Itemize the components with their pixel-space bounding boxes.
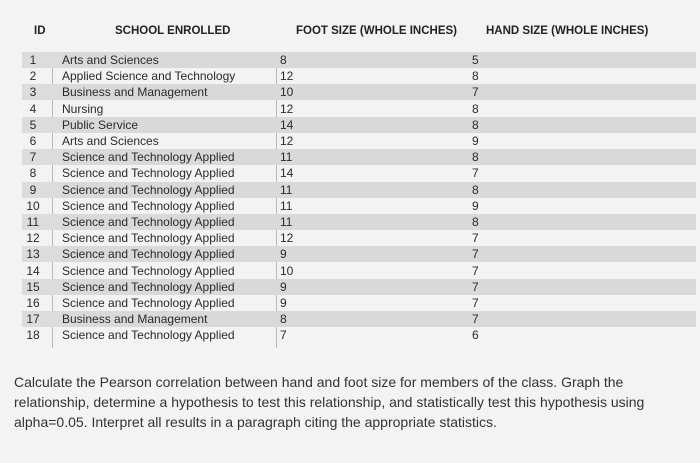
cell-hand-size: 8 (472, 101, 479, 116)
table-row (22, 52, 696, 68)
cell-school: Business and Management (62, 312, 208, 327)
cell-id: 15 (26, 279, 40, 294)
cell-hand-size: 5 (472, 53, 479, 67)
table-row (22, 84, 696, 100)
table-row (22, 279, 696, 295)
cell-foot-size: 9 (280, 279, 287, 294)
cell-id: 10 (26, 198, 40, 213)
table-row (22, 263, 696, 279)
cell-id: 1 (29, 53, 37, 67)
table-row (22, 214, 696, 230)
cell-hand-size: 9 (472, 198, 479, 213)
cell-id: 12 (26, 231, 40, 246)
cell-hand-size: 8 (472, 182, 479, 197)
cell-hand-size: 8 (472, 69, 479, 84)
cell-school: Science and Technology Applied (62, 150, 235, 165)
cell-hand-size: 9 (472, 134, 479, 148)
cell-school: Science and Technology Applied (62, 279, 235, 294)
cell-school: Science and Technology Applied (62, 328, 235, 343)
cell-foot-size: 12 (280, 69, 294, 84)
cell-school: Science and Technology Applied (62, 215, 235, 229)
table-row (22, 182, 696, 198)
cell-hand-size: 6 (472, 328, 479, 343)
cell-school: Science and Technology Applied (62, 263, 235, 278)
cell-foot-size: 14 (280, 166, 294, 181)
cell-id: 9 (29, 182, 37, 197)
cell-id: 6 (29, 134, 37, 148)
cell-hand-size: 8 (472, 117, 479, 132)
table-row (22, 117, 696, 133)
cell-hand-size: 7 (472, 279, 479, 294)
cell-foot-size: 9 (280, 247, 287, 262)
cell-hand-size: 7 (472, 231, 479, 246)
table-row (22, 327, 696, 343)
table-row (22, 68, 696, 84)
cell-id: 8 (29, 166, 37, 181)
cell-hand-size: 8 (472, 150, 479, 165)
cell-foot-size: 12 (280, 134, 294, 148)
cell-school: Arts and Sciences (62, 134, 159, 148)
cell-foot-size: 12 (280, 231, 294, 246)
cell-school: Science and Technology Applied (62, 166, 235, 181)
cell-foot-size: 8 (280, 312, 287, 327)
cell-id: 17 (26, 312, 40, 327)
cell-school: Nursing (62, 101, 104, 116)
cell-id: 2 (29, 69, 37, 84)
cell-foot-size: 7 (280, 328, 287, 343)
cell-foot-size: 10 (280, 263, 294, 278)
table-header (0, 25, 700, 43)
cell-hand-size: 7 (472, 85, 479, 100)
cell-id: 18 (26, 328, 40, 343)
cell-foot-size: 11 (280, 150, 293, 165)
cell-school: Applied Science and Technology (62, 69, 236, 84)
question-text: Calculate the Pearson correlation between hand and foot size for members of the class. Graph the relationship, determine a hypothesis to test this relationship, and statistically test this hypothesis using alpha=0.05. Interpret all results in a paragraph citing the appropriate statistics. (14, 374, 645, 430)
cell-school: Science and Technology Applied (62, 231, 235, 246)
cell-school: Science and Technology Applied (62, 296, 235, 310)
cell-hand-size: 7 (472, 166, 479, 181)
table-row (22, 165, 696, 181)
cell-foot-size: 9 (280, 296, 287, 310)
cell-hand-size: 7 (472, 296, 479, 310)
cell-hand-size: 8 (472, 215, 479, 229)
table-row (22, 295, 696, 311)
cell-school: Science and Technology Applied (62, 198, 235, 213)
cell-foot-size: 12 (280, 101, 294, 116)
cell-foot-size: 11 (280, 182, 293, 197)
cell-id: 11 (26, 215, 40, 229)
cell-school: Public Service (62, 117, 139, 132)
header-hand-size: HAND SIZE (WHOLE INCHES) (486, 25, 649, 37)
cell-school: Science and Technology Applied (62, 247, 235, 262)
header-school-enrolled: SCHOOL ENROLLED (115, 25, 231, 37)
cell-foot-size: 11 (280, 215, 293, 229)
cell-foot-size: 8 (280, 53, 287, 67)
cell-id: 13 (26, 247, 40, 262)
cell-school: Arts and Sciences (62, 53, 159, 67)
table-row (22, 230, 696, 246)
cell-id: 16 (26, 296, 40, 310)
cell-hand-size: 7 (472, 312, 479, 327)
table-row (22, 149, 696, 165)
data-table (22, 52, 696, 352)
table-row (22, 133, 696, 149)
cell-hand-size: 7 (472, 263, 479, 278)
cell-id: 5 (29, 117, 37, 132)
cell-id: 3 (29, 85, 37, 100)
header-foot-size: FOOT SIZE (WHOLE INCHES) (296, 25, 457, 37)
table-row (22, 311, 696, 327)
cell-school: Business and Management (62, 85, 208, 100)
cell-id: 4 (29, 101, 37, 116)
table-row (22, 198, 696, 214)
cell-id: 14 (26, 263, 40, 278)
cell-foot-size: 14 (280, 117, 294, 132)
cell-foot-size: 10 (280, 85, 294, 100)
cell-hand-size: 7 (472, 247, 479, 262)
cell-foot-size: 11 (280, 198, 293, 213)
header-id: ID (34, 25, 46, 37)
cell-school: Science and Technology Applied (62, 182, 235, 197)
table-row (22, 101, 696, 117)
cell-id: 7 (29, 150, 37, 165)
table-row (22, 246, 696, 262)
